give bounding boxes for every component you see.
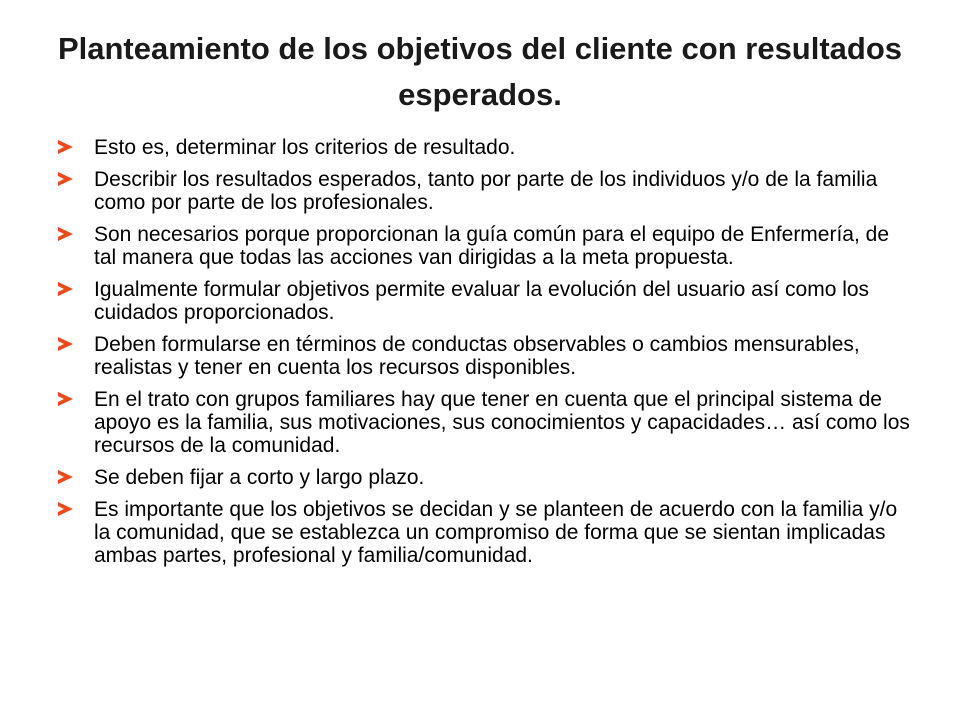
arrowhead-icon	[58, 337, 73, 351]
arrowhead-icon	[58, 502, 73, 516]
arrowhead-icon	[58, 470, 73, 484]
bullet-text: Igualmente formular objetivos permite evaluar la evolución del usuario así como los cuidados proporcionados.	[94, 278, 870, 324]
arrowhead-icon	[58, 227, 73, 241]
bullet-item	[56, 168, 916, 214]
bullet-text: Describir los resultados esperados, tanto por parte de los individuos y/o de la familia como por parte de los profesionales.	[94, 168, 878, 214]
arrowhead-icon	[58, 140, 73, 154]
bullet-item	[56, 466, 916, 489]
bullet-text: Deben formularse en términos de conductas observables o cambios mensurables, realistas y tener en cuenta los recursos disponibles.	[94, 333, 860, 379]
bullet-item	[56, 278, 916, 324]
bullet-item	[56, 223, 916, 269]
arrowhead-icon	[58, 172, 73, 186]
bullet-item	[56, 333, 916, 379]
slide-title: Planteamiento de los objetivos del cliente con resultados esperados.	[57, 31, 903, 112]
bullet-text: En el trato con grupos familiares hay que tener en cuenta que el principal sistema de apoyo es la familia, sus motivaciones, sus conocimientos y capacidades… así como los recursos de la comunidad.	[94, 388, 910, 457]
bullet-item	[56, 136, 916, 159]
bullet-list	[56, 136, 916, 576]
bullet-text: Son necesarios porque proporcionan la guía común para el equipo de Enfermería, de tal manera que todas las acciones van dirigidas a la meta propuesta.	[94, 223, 890, 269]
bullet-text: Se deben fijar a corto y largo plazo.	[94, 466, 425, 489]
arrowhead-icon	[58, 282, 73, 296]
bullet-text: Es importante que los objetivos se decidan y se planteen de acuerdo con la familia y/o la comunidad, que se establezca un compromiso de forma que se sientan implicadas ambas partes, profesional y familia/comunidad.	[94, 498, 898, 567]
arrowhead-icon	[58, 392, 73, 406]
bullet-item	[56, 388, 916, 457]
bullet-text: Esto es, determinar los criterios de resultado.	[94, 136, 516, 159]
bullet-item	[56, 498, 916, 567]
